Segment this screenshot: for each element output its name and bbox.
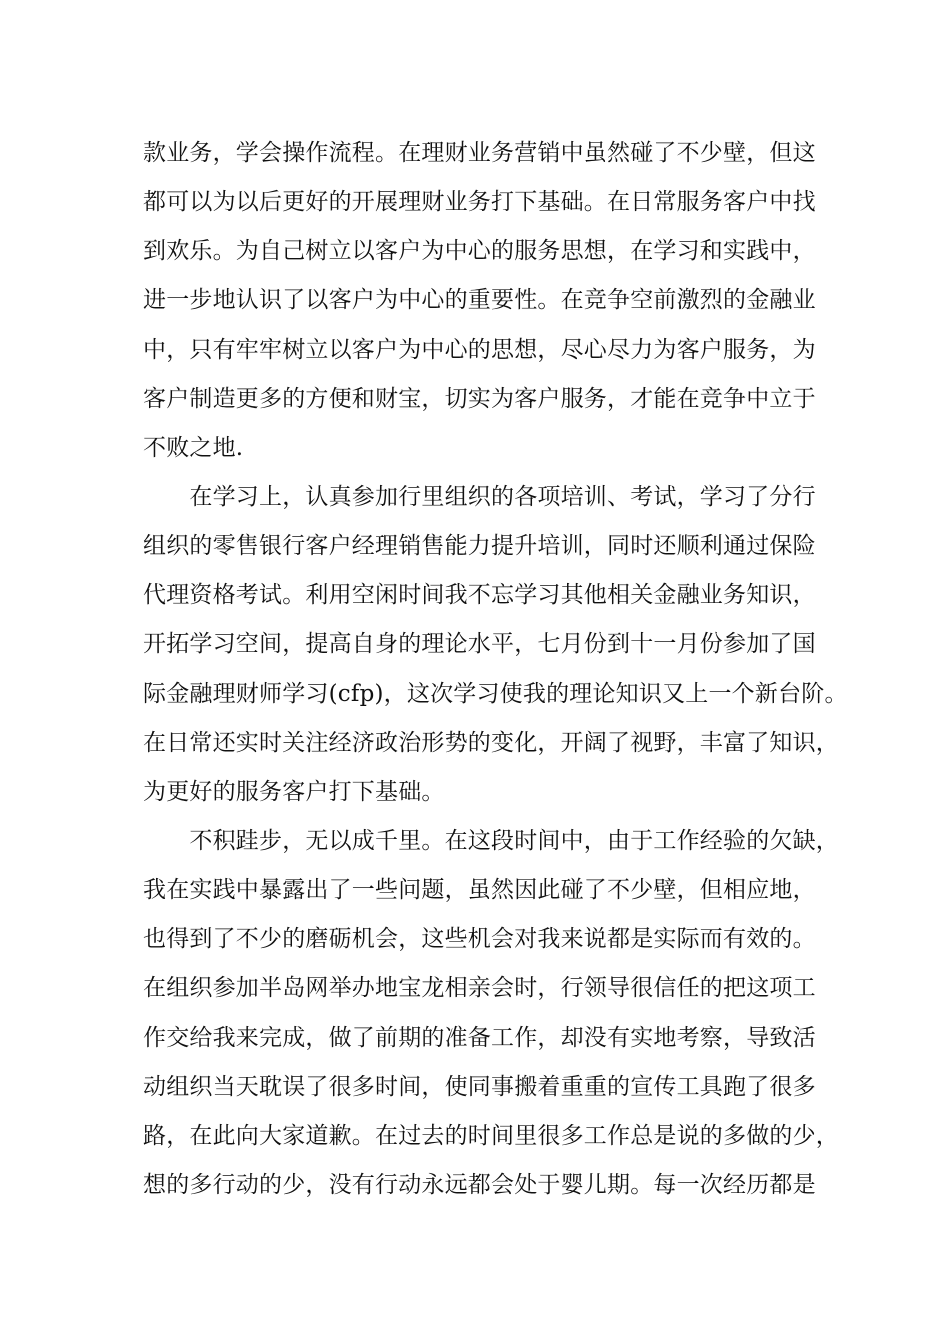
text-line: 也得到了不少的磨砺机会，这些机会对我来说都是实际而有效的。 <box>143 926 816 953</box>
text-line: 动组织当天耽误了很多时间，使同事搬着重重的宣传工具跑了很多 <box>143 1073 816 1100</box>
body-text <box>143 129 848 1210</box>
text-line: 在日常还实时关注经济政治形势的变化，开阔了视野，丰富了知识， <box>143 729 839 756</box>
text-line: 在组织参加半岛网举办地宝龙相亲会时，行领导很信任的把这项工 <box>143 975 816 1002</box>
text-line: 款业务，学会操作流程。在理财业务营销中虽然碰了不少壁，但这 <box>143 140 816 166</box>
text-line: 都可以为以后更好的开展理财业务打下基础。在日常服务客户中找 <box>143 189 816 216</box>
text-line: 在学习上，认真参加行里组织的各项培训、考试，学习了分行 <box>143 483 816 510</box>
text-line: 中，只有牢牢树立以客户为中心的思想，尽心尽力为客户服务，为 <box>143 336 816 363</box>
text-line: 际金融理财师学习(cfp)，这次学习使我的理论知识又上一个新台阶。 <box>143 680 848 707</box>
text-line: 为更好的服务客户打下基础。 <box>143 778 445 805</box>
text-line: 想的多行动的少，没有行动永远都会处于婴儿期。每一次经历都是 <box>143 1171 816 1198</box>
text-line: 不积跬步，无以成千里。在这段时间中，由于工作经验的欠缺， <box>143 827 839 854</box>
text-line: 作交给我来完成，做了前期的准备工作，却没有实地考察，导致活 <box>143 1024 816 1051</box>
text-line: 不败之地. <box>143 434 244 461</box>
text-line: 到欢乐。为自己树立以客户为中心的服务思想，在学习和实践中， <box>143 238 816 265</box>
text-line: 开拓学习空间，提高自身的理论水平，七月份到十一月份参加了国 <box>143 631 816 658</box>
text-line: 我在实践中暴露出了一些问题，虽然因此碰了不少壁，但相应地， <box>143 877 816 904</box>
text-line: 进一步地认识了以客户为中心的重要性。在竞争空前激烈的金融业 <box>143 287 816 314</box>
text-line: 代理资格考试。利用空闲时间我不忘学习其他相关金融业务知识， <box>143 582 816 609</box>
text-line: 组织的零售银行客户经理销售能力提升培训，同时还顺利通过保险 <box>143 533 816 560</box>
text-line: 路，在此向大家道歉。在过去的时间里很多工作总是说的多做的少， <box>143 1122 839 1149</box>
text-line: 客户制造更多的方便和财宝，切实为客户服务，才能在竞争中立于 <box>143 385 816 412</box>
